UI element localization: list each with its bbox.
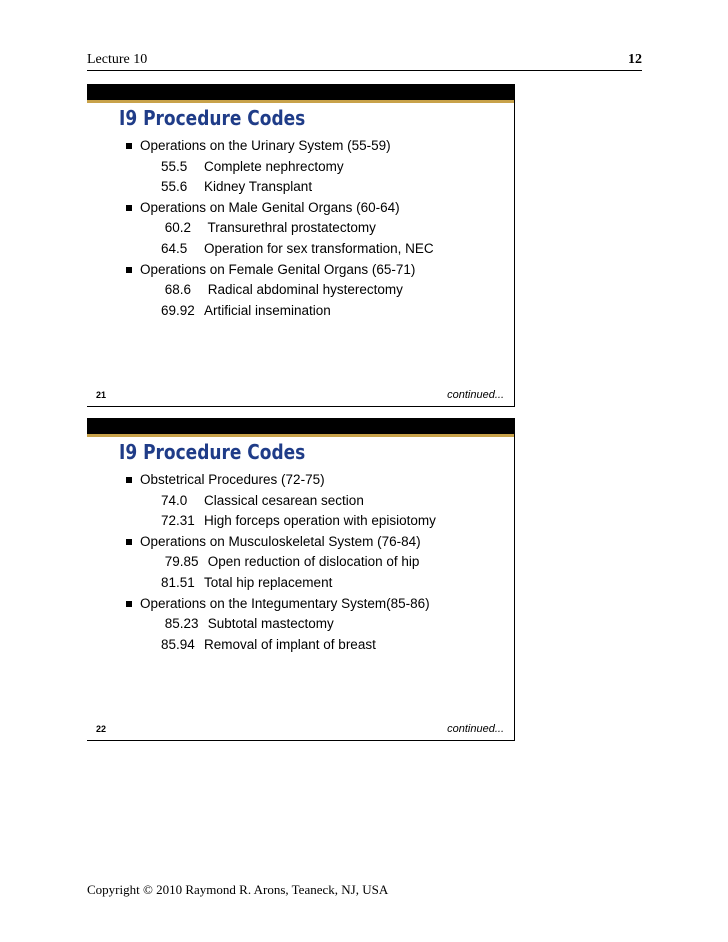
procedure-code: 60.2: [161, 220, 192, 236]
slide-title: I9 Procedure Codes: [119, 440, 306, 464]
procedure-code: 81.51: [161, 575, 195, 590]
slide-accent-bar: [87, 434, 514, 437]
procedure-code: 85.94: [161, 636, 195, 652]
bullet-text: Operations on Musculoskeletal System (76-84): [140, 533, 421, 549]
procedure-description: Complete nephrectomy: [204, 158, 344, 174]
procedure-code: 55.6: [161, 179, 188, 195]
procedure-description: Subtotal mastectomy: [204, 616, 334, 632]
copyright-footer: Copyright © 2010 Raymond R. Arons, Teaneck, NJ, USA: [87, 882, 389, 897]
procedure-description: High forceps operation with episiotomy: [204, 513, 436, 529]
procedure-code: 69.92: [161, 302, 195, 318]
bullet-text: Operations on Female Genital Organs (65-71): [140, 261, 416, 277]
slide-top-bar: [87, 84, 514, 100]
slide-top-bar: [87, 418, 514, 434]
procedure-description: Classical cesarean section: [204, 492, 364, 508]
slide-accent-bar: [87, 100, 514, 103]
page-header: [87, 48, 642, 71]
procedure-code: 55.5: [161, 158, 188, 174]
procedure-description: Kidney Transplant: [204, 179, 313, 195]
slide-number: 21: [96, 390, 107, 400]
procedure-code: 79.85: [161, 554, 199, 570]
bullet-square-icon: [126, 143, 132, 149]
procedure-description: Radical abdominal hysterectomy: [204, 282, 403, 298]
bullet-square-icon: [126, 601, 132, 607]
bullet-square-icon: [126, 205, 132, 211]
bullet-text: Operations on the Integumentary System(85-86): [140, 595, 430, 611]
bullet-square-icon: [126, 539, 132, 545]
page-number: 12: [628, 52, 642, 67]
procedure-code: 68.6: [161, 282, 192, 298]
slide-21: [87, 84, 515, 407]
bullet-text: Operations on the Urinary System (55-59): [140, 138, 391, 153]
procedure-description: Removal of implant of breast: [204, 636, 376, 652]
procedure-code: 72.31: [161, 513, 195, 529]
bullet-square-icon: [126, 267, 132, 273]
slide-22: [87, 418, 515, 741]
continued-label: continued...: [447, 389, 504, 401]
procedure-code: 64.5: [161, 241, 188, 256]
lecture-label: Lecture 10: [87, 52, 148, 67]
slide-number: 22: [96, 724, 107, 734]
slide-title: I9 Procedure Codes: [119, 106, 306, 130]
bullet-square-icon: [126, 477, 132, 483]
continued-label: continued...: [447, 723, 504, 735]
procedure-code: 85.23: [161, 616, 199, 632]
procedure-description: Open reduction of dislocation of hip: [204, 554, 420, 570]
procedure-description: Transurethral prostatectomy: [204, 220, 376, 236]
bullet-text: Obstetrical Procedures (72-75): [140, 472, 325, 487]
bullet-text: Operations on Male Genital Organs (60-64): [140, 199, 400, 215]
procedure-code: 74.0: [161, 492, 188, 508]
procedure-description: Artificial insemination: [204, 302, 331, 318]
procedure-description: Total hip replacement: [204, 575, 333, 590]
procedure-description: Operation for sex transformation, NEC: [204, 241, 434, 256]
